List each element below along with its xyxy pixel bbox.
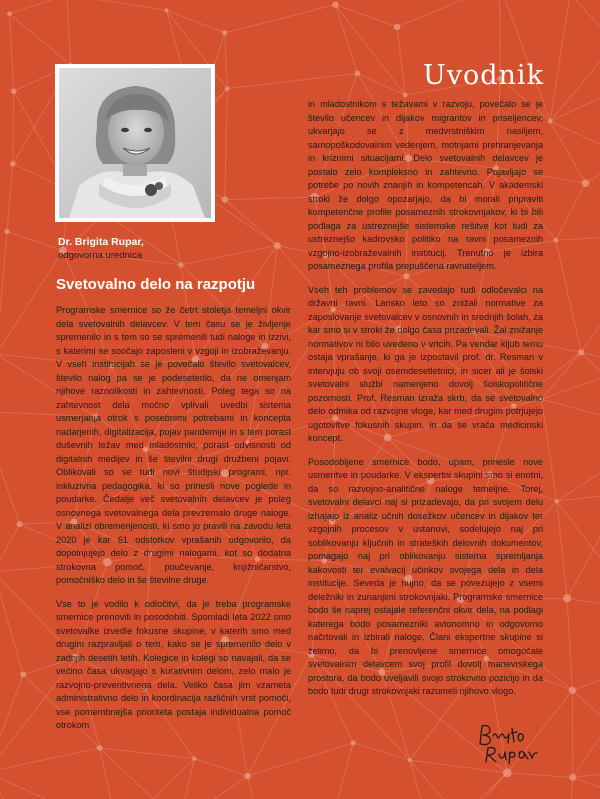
network-line — [550, 0, 570, 121]
network-node — [403, 93, 408, 98]
network-node — [503, 768, 512, 777]
network-line — [7, 231, 63, 250]
network-line — [573, 768, 600, 778]
network-line — [67, 0, 167, 10]
handwritten-signature-icon — [476, 722, 542, 766]
network-line — [248, 743, 354, 776]
network-line — [557, 501, 600, 610]
network-line — [67, 0, 71, 65]
network-line — [330, 743, 353, 799]
network-line — [557, 432, 600, 501]
network-line — [570, 0, 600, 76]
network-node — [244, 773, 251, 780]
paragraph: Posodobljene smernice bodo, upam, prinesle nove usmeritve in poudarke. V ekspertni skupini smo si enotni, da so razvojno-analitične naloge temeljne. Torej, svetovalni delavci naj si prizadevajo, da pri svojem delu izhajajo iz analiz učnih dosežkov učencev in dijakov ter vzgojnih procesov v ustanovi, sodelujejo naj pri soblikovanju ključnih in strateških delovnih dokumentov, pomagajo naj pri oblikovanju sistema spremljanja kakovosti ter evalvacij učinkov svojega dela in dela institucije. Seveda je nujno, da se povezujejo z vsemi deležniki in zunanjimi strokovnjaki. Programske smernice bodo še naprej ostajale referenčni okvir dela, na podlagi katerega bodo posamezniki avtonomno in odgovorno načrtovali in izbirali naloge. Člani ekspertne skupine si želimo, da bi prenovljene smernice omogočale svetovalnim delavcem svoj profil dovolj manevrskega prostora, da bodo uveljavili svojo strokovno pozicijo in da bodo tudi drugi strokovnjaki razumeli njihovo vlogo. — [308, 456, 543, 696]
network-line — [410, 760, 433, 799]
portrait-photo-icon — [59, 68, 211, 218]
network-line — [357, 73, 405, 95]
network-node — [164, 8, 168, 12]
network-line — [556, 234, 600, 240]
network-node — [222, 30, 227, 35]
network-line — [335, 5, 397, 27]
network-line — [550, 76, 600, 121]
network-line — [0, 412, 20, 525]
network-node — [582, 179, 590, 187]
network-line — [556, 183, 586, 240]
network-line — [100, 748, 195, 759]
network-line — [0, 674, 23, 772]
author-role: odgovorna urednica — [58, 250, 142, 261]
network-line — [335, 5, 405, 95]
network-line — [9, 14, 13, 92]
network-node — [7, 11, 12, 16]
network-line — [581, 352, 600, 365]
network-line — [573, 777, 600, 799]
network-node — [274, 242, 281, 249]
network-line — [335, 5, 357, 74]
network-node — [578, 349, 584, 355]
paragraph: Vse to je vodilo k odločitvi, da je treba programske smernice prenoviti in posodobiti. Spomladi leta 2022 smo svetovalke izvedle fokusne skupine, v katerih smo med drugim razpravljali o tem, kako se je spremenilo delo v zadnjih desetih letih. Kolegice in kolegi so navajali, da se večino časa ukvarjajo s kurativnim delom, zelo malo je razvojno-preventivnega dela. Veliko časa jim vzameta administrativno delo in koordinacija različnih vrst pomoči, vse pomembnejša prioriteta postaja individualna pomoč otrokom — [56, 598, 291, 730]
network-line — [100, 748, 119, 799]
network-node — [20, 671, 26, 677]
network-line — [541, 365, 600, 399]
network-line — [227, 73, 357, 88]
network-line — [573, 661, 600, 777]
article-column-left — [56, 304, 291, 733]
network-line — [9, 14, 70, 65]
network-node — [178, 262, 183, 267]
network-node — [332, 1, 338, 7]
network-line — [0, 772, 6, 799]
network-node — [554, 238, 559, 243]
network-node — [563, 594, 571, 602]
network-line — [567, 493, 600, 598]
network-line — [225, 197, 315, 200]
network-line — [581, 234, 600, 352]
network-node — [4, 229, 9, 234]
network-line — [225, 89, 227, 200]
network-node — [569, 687, 576, 694]
network-line — [194, 759, 247, 776]
network-node — [225, 86, 230, 91]
paragraph: in mladostnikom s težavami v razvoju, povečalo se je število učencev in dijakov migrantov in priseljencev, ukvarjajo se z medvrstniškim nasiljem, samopoškodovalnim vedenjem, motnjami prehranjevanja in kriznimi situacijami. Delo svetovalnih delavcev je postalo zelo kompleksno in zahtevno. Pojavljajo se potrebe po novih znanjih in kompetencah. V akademski stroki že dolgo opozarjajo, da bi morali pripraviti kompetenčne profile posameznih strokovnjakov, ki bi bili podlaga za ustreznejše sistemske rešitve kot tudi za ustreznejšo kadrovsko politiko na ravni posameznih vzgojno-izobraževalnih institucij. Trenutno je izbira posameznega profila prepuščena ravnateljem. — [308, 99, 543, 271]
network-line — [7, 164, 13, 232]
network-line — [567, 598, 572, 690]
network-node — [17, 521, 23, 527]
network-node — [97, 745, 103, 751]
paragraph: Programske smernice so že četrt stoletja temeljni okvir dela svetovalnih delavcev. V tem času se je življenje spremenilo in s tem so se spremenili tudi naloge in izzivi, s katerimi se soočajo zaposleni v vzgoji in izobraževanju. V vseh institucijah se je povečalo število svetovalcev, število nalog pa se je podeseterilo, da ne omenjam njihove raznolikosti in zahtevnosti. Poleg tega so na zahtevnost dela močno vplivali uvedbi sistema usmerjanja otrok s posebnimi potrebami in koncepta nadarjenih, digitalizacija, pojav pandemije in s tem porast duševnih težav med mladostniki, porast odvisnosti od digitalnih medijev in še številni drugi družbeni pojavi. Oblikovali so se tudi novi študijski programi, npr. inkluzivna pedagogika, ki so prinesli nove poglede in poudarke. Čedalje več svetovalnih delavcev je poleg osnovnega svetovalnega dela prevzemalo druge naloge. V analizi obremenjenosti, ki smo jo pravili na zavodu leta 2020 je kar 61 odstotkov vprašanih odgovorilo, da dopolnjujejo delo z drugimi nalogami, kot so dodatna strokovna pomoč, poučevanje, knjižničarstvo, pomočniško delo in še številne druge. — [56, 305, 291, 585]
network-line — [179, 759, 194, 799]
network-line — [397, 0, 499, 27]
network-line — [550, 121, 600, 157]
author-photo — [55, 64, 215, 222]
network-line — [581, 352, 600, 432]
network-line — [567, 598, 600, 609]
page-title: Uvodnik — [423, 60, 544, 91]
network-line — [550, 121, 585, 183]
network-line — [0, 524, 20, 572]
article-column-right — [308, 98, 543, 699]
network-line — [13, 91, 14, 164]
network-line — [557, 501, 567, 598]
network-line — [572, 690, 600, 767]
network-line — [9, 0, 67, 14]
network-node — [394, 24, 401, 31]
network-line — [118, 759, 194, 799]
network-node — [351, 740, 356, 745]
network-line — [463, 773, 507, 799]
network-line — [586, 157, 600, 183]
network-line — [0, 251, 63, 354]
network-line — [541, 399, 556, 501]
network-node — [355, 71, 361, 77]
network-line — [181, 245, 277, 264]
author-name: Dr. Brigita Rupar, — [58, 236, 144, 248]
network-line — [0, 748, 100, 772]
network-line — [507, 773, 572, 778]
network-line — [248, 776, 266, 799]
network-line — [225, 200, 278, 246]
network-node — [408, 758, 412, 762]
network-node — [569, 774, 576, 781]
network-node — [548, 119, 553, 124]
network-line — [572, 661, 600, 690]
network-line — [0, 772, 118, 799]
network-line — [0, 572, 23, 675]
network-node — [10, 161, 16, 167]
network-line — [225, 33, 228, 89]
paragraph: Vseh teh problemov se zavedajo tudi odločevalci na državni ravni. Lansko leto so znižali normative za zaposlovanje svetovalcev v osnovnih in srednjih šolah, za kar smo si v stroki že dolgo časa prizadevali. Žal znižanje normativov ni bilo uvedeno v vrtcih. Pa vendar kljub temu ostaja vprašanje, ki ga je izpostavil prof. dr. Resman v intervjuju ob svoji osemdesetletnici, in sicer ali je šolski svetovalni službi namenjeno dovolj šolskopolitične pozornosti. Prof. Resman izraža skrb, da se svetovalno delo odmika od razvojne vloge, kar med drugim potrjujejo ugotovitve fokusnih skupin, in da se vrača medicinski koncept. — [308, 284, 543, 443]
network-node — [11, 88, 17, 94]
network-line — [541, 399, 600, 432]
network-node — [221, 196, 228, 203]
network-line — [225, 5, 336, 33]
network-node — [192, 756, 196, 760]
network-node — [555, 499, 559, 503]
network-line — [556, 240, 581, 352]
network-line — [397, 27, 405, 95]
article-title: Svetovalno delo na razpotju — [56, 276, 256, 293]
network-line — [0, 231, 7, 354]
